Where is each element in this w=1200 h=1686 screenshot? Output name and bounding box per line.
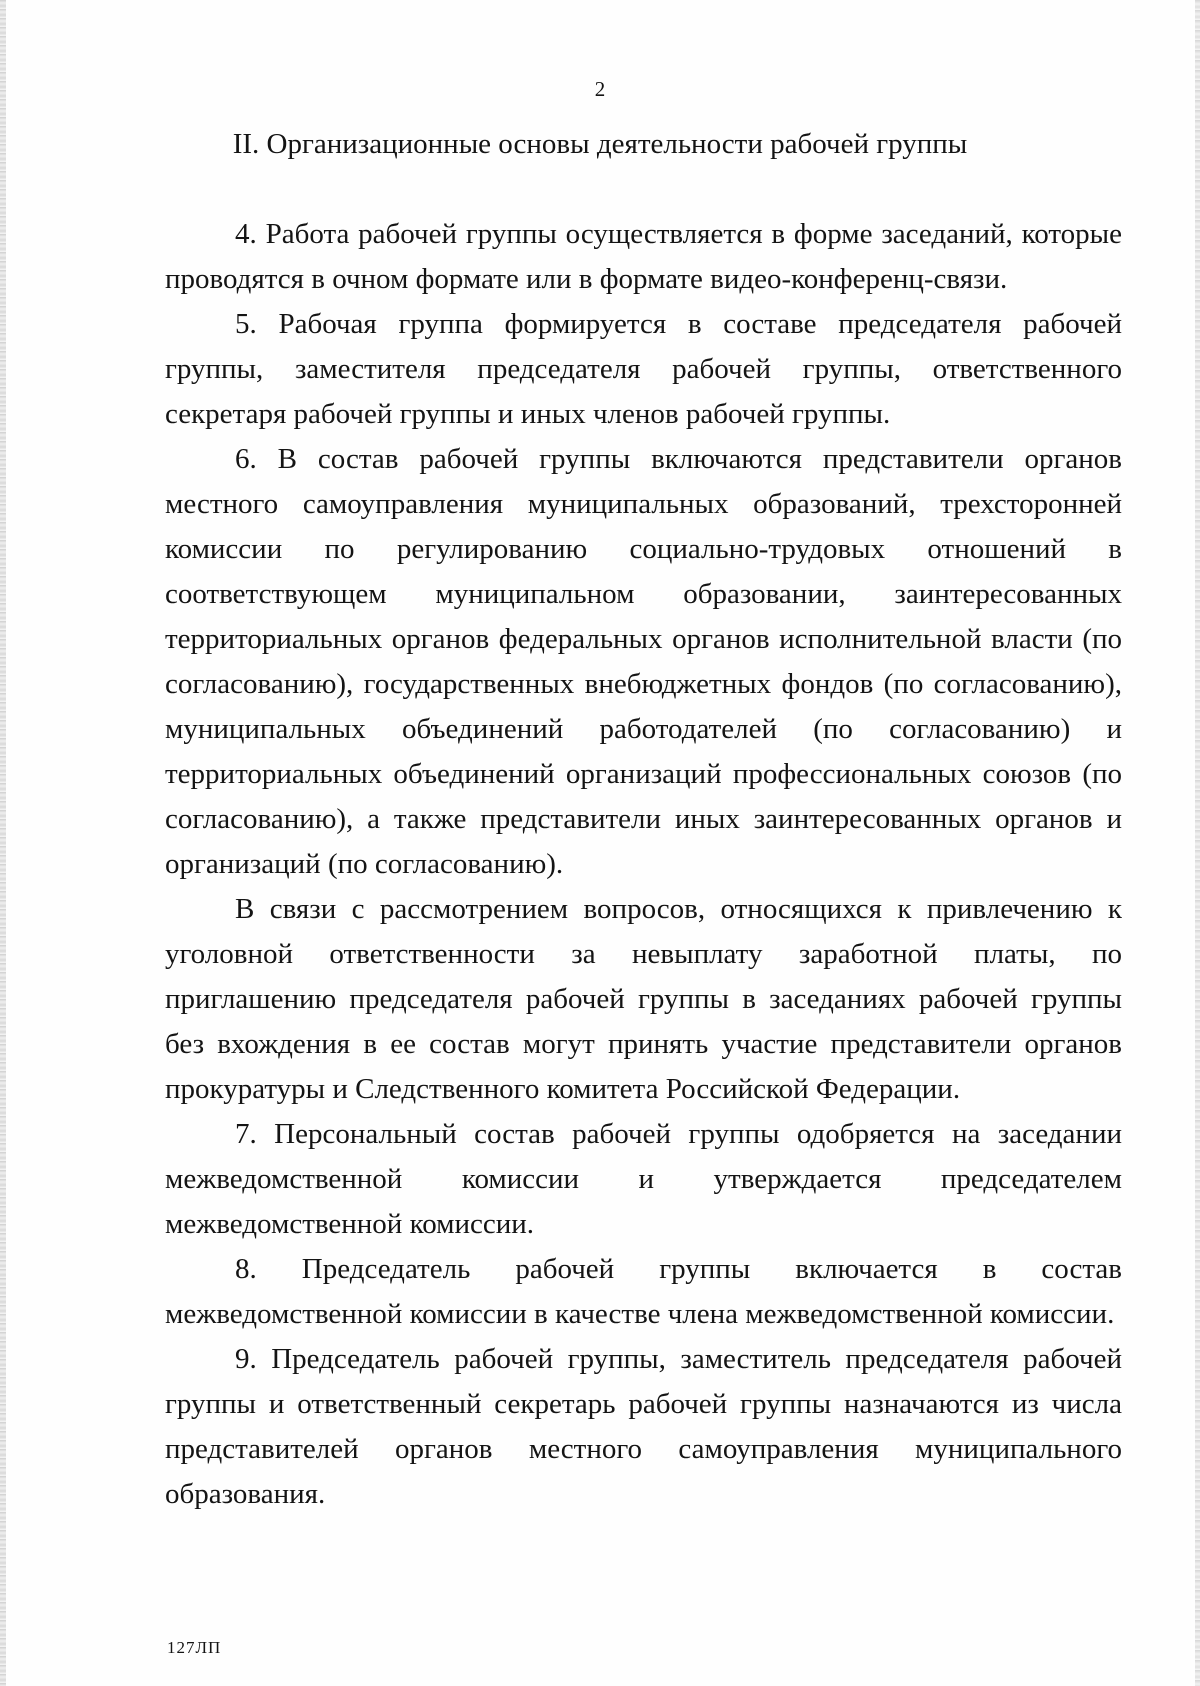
- document-code: 127ЛП: [167, 1638, 222, 1657]
- document-body: [165, 212, 1122, 1517]
- paragraph-8: 8. Председатель рабочей группы включается в состав межведомственной комиссии в качестве члена межведомственной комиссии.: [165, 1253, 1122, 1330]
- paragraph-6: 6. В состав рабочей группы включаются представители органов местного самоуправления муниципальных образований, трехсторонней комиссии по регулированию социально-трудовых отношений в соответствующем муниципальном образовании, заинтересованных территориальных органов федеральных органов исполнительной власти (по согласованию), государственных внебюджетных фондов (по согласованию), муниципальных объединений работодателей (по согласованию) и территориальных объединений организаций профессиональных союзов (по согласованию), а также представители иных заинтересованных органов и организаций (по согласованию).: [165, 443, 1122, 880]
- paragraph-9: 9. Председатель рабочей группы, заместитель председателя рабочей группы и ответственный секретарь рабочей группы назначаются из числа представителей органов местного самоуправления муниципального образования.: [165, 1343, 1122, 1510]
- paragraph-6-continuation: В связи с рассмотрением вопросов, относящихся к привлечению к уголовной ответственности за невыплату заработной платы, по приглашению председателя рабочей группы в заседаниях рабочей группы без вхождения в ее состав могут принять участие представители органов прокуратуры и Следственного комитета Российской Федерации.: [165, 893, 1122, 1105]
- scan-edge-right: [1195, 0, 1200, 1686]
- paragraph-7: 7. Персональный состав рабочей группы одобряется на заседании межведомственной комиссии и утверждается председателем межведомственной комиссии.: [165, 1118, 1122, 1240]
- section-heading: II. Организационные основы деятельности рабочей группы: [232, 128, 968, 160]
- paragraph-5: 5. Рабочая группа формируется в составе председателя рабочей группы, заместителя председателя рабочей группы, ответственного секретаря рабочей группы и иных членов рабочей группы.: [165, 308, 1122, 430]
- page-number: 2: [594, 77, 606, 101]
- scan-edge-left: [0, 0, 6, 1686]
- paragraph-4: 4. Работа рабочей группы осуществляется в форме заседаний, которые проводятся в очном формате или в формате видео-конференц-связи.: [165, 218, 1122, 295]
